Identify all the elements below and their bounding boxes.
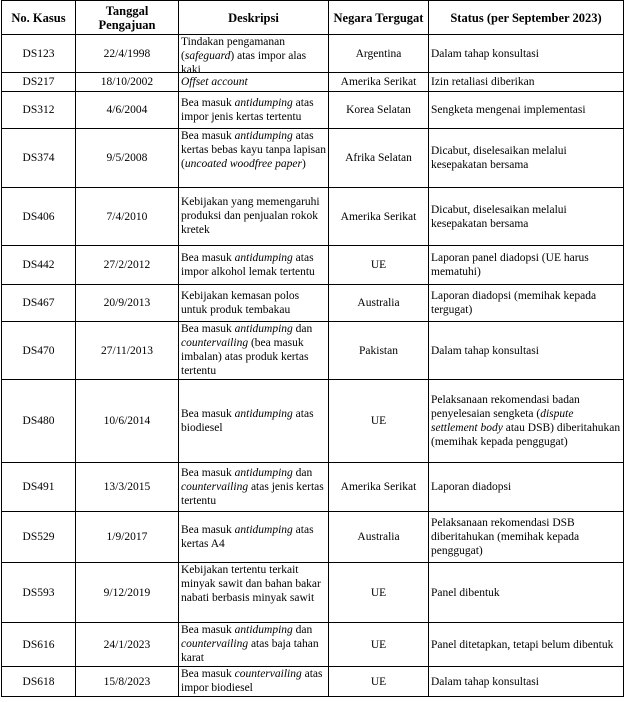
filing-date-cell: 13/3/2015 <box>76 463 179 512</box>
status-cell: Dalam tahap konsultasi <box>429 35 624 73</box>
respondent-country-cell: Korea Selatan <box>329 92 429 129</box>
status-cell: Sengketa mengenai implementasi <box>429 92 624 129</box>
table-body <box>2 35 624 697</box>
respondent-country-cell: UE <box>329 667 429 697</box>
description-text: Kebijakan tertentu terkait minyak sawit dan bahan bakar nabati berbasis minyak sawit <box>181 564 321 604</box>
respondent-country-cell: Amerika Serikat <box>329 73 429 92</box>
description-cell <box>179 512 329 563</box>
respondent-country-cell: UE <box>329 246 429 285</box>
case-number-cell: DS217 <box>2 73 76 92</box>
status-cell: Panel ditetapkan, tetapi belum dibentuk <box>429 623 624 667</box>
description-cell <box>179 92 329 129</box>
case-number-cell: DS470 <box>2 322 76 380</box>
case-number-cell: DS442 <box>2 246 76 285</box>
case-number-cell: DS123 <box>2 35 76 73</box>
description-cell <box>179 129 329 188</box>
filing-date-cell: 27/11/2013 <box>76 322 179 380</box>
case-number-cell: DS406 <box>2 188 76 246</box>
header-no-kasus: No. Kasus <box>2 1 76 35</box>
filing-date-cell: 1/9/2017 <box>76 512 179 563</box>
header-status: Status (per September 2023) <box>429 1 624 35</box>
case-number-cell: DS616 <box>2 623 76 667</box>
table-row <box>2 35 624 73</box>
filing-date-cell: 22/4/1998 <box>76 35 179 73</box>
filing-date-cell: 7/4/2010 <box>76 188 179 246</box>
filing-date-cell: 15/8/2023 <box>76 667 179 697</box>
table-row <box>2 667 624 697</box>
respondent-country-cell: Australia <box>329 285 429 322</box>
description-text: Bea masuk antidumping atas impor jenis kertas tertentu <box>181 96 314 123</box>
case-number-cell: DS529 <box>2 512 76 563</box>
wto-cases-table <box>1 0 624 697</box>
table-row <box>2 512 624 563</box>
description-cell <box>179 380 329 463</box>
description-text: Bea masuk antidumping dan countervailing atas jenis kertas tertentu <box>181 466 324 507</box>
status-cell: Izin retaliasi diberikan <box>429 73 624 92</box>
case-number-cell: DS480 <box>2 380 76 463</box>
case-number-cell: DS491 <box>2 463 76 512</box>
table-row <box>2 188 624 246</box>
table-row <box>2 563 624 623</box>
description-text: Bea masuk antidumping atas kertas bebas kayu tanpa lapisan (uncoated woodfree paper) <box>181 130 326 170</box>
respondent-country-cell: UE <box>329 563 429 623</box>
description-text: Bea masuk antidumping dan countervailing atas baja tahan karat <box>181 624 319 664</box>
filing-date-cell: 4/6/2004 <box>76 92 179 129</box>
description-text: Bea masuk countervailing atas impor biodiesel <box>181 668 323 694</box>
description-text: Kebijakan kemasan polos untuk produk tembakau <box>181 289 300 316</box>
respondent-country-cell: Afrika Selatan <box>329 129 429 188</box>
status-cell: Dicabut, diselesaikan melalui kesepakatan bersama <box>429 188 624 246</box>
case-number-cell: DS312 <box>2 92 76 129</box>
header-negara: Negara Tergugat <box>329 1 429 35</box>
filing-date-cell: 9/5/2008 <box>76 129 179 188</box>
respondent-country-cell: Pakistan <box>329 322 429 380</box>
description-text: Bea masuk antidumping atas biodiesel <box>181 407 314 434</box>
table-row <box>2 73 624 92</box>
description-text: Tindakan pengamanan (safeguard) atas impor alas kaki <box>181 36 307 76</box>
description-text: Kebijakan yang memengaruhi produksi dan penjualan rokok kretek <box>181 196 320 236</box>
filing-date-cell: 27/2/2012 <box>76 246 179 285</box>
description-cell <box>179 35 329 76</box>
description-text: Offset account <box>181 75 248 88</box>
status-cell: Laporan diadopsi (memihak kepada tergugat) <box>429 285 624 322</box>
table-row <box>2 129 624 188</box>
description-cell <box>179 188 329 246</box>
status-cell: Pelaksanaan rekomendasi badan penyelesaian sengketa (dispute settlement body atau DSB) diberitahukan (memihak kepada penggugat) <box>429 380 624 463</box>
respondent-country-cell: UE <box>329 623 429 667</box>
case-number-cell: DS618 <box>2 667 76 697</box>
table-row <box>2 246 624 285</box>
table-row <box>2 92 624 129</box>
description-cell <box>179 285 329 322</box>
case-number-cell: DS593 <box>2 563 76 623</box>
description-cell <box>179 246 329 285</box>
table-row <box>2 322 624 380</box>
description-text: Bea masuk antidumping atas kertas A4 <box>181 523 314 550</box>
description-cell <box>179 563 329 623</box>
respondent-country-cell: UE <box>329 380 429 463</box>
filing-date-cell: 18/10/2002 <box>76 73 179 92</box>
table-row <box>2 380 624 463</box>
header-tanggal: Tanggal Pengajuan <box>76 1 179 35</box>
description-cell <box>179 463 329 512</box>
filing-date-cell: 24/1/2023 <box>76 623 179 667</box>
description-cell <box>179 322 329 380</box>
status-cell: Laporan panel diadopsi (UE harus mematuhi) <box>429 246 624 285</box>
description-cell <box>179 73 329 92</box>
filing-date-cell: 20/9/2013 <box>76 285 179 322</box>
status-cell: Panel dibentuk <box>429 563 624 623</box>
respondent-country-cell: Argentina <box>329 35 429 73</box>
table-row <box>2 463 624 512</box>
description-cell <box>179 667 329 697</box>
filing-date-cell: 9/12/2019 <box>76 563 179 623</box>
status-cell: Dalam tahap konsultasi <box>429 667 624 697</box>
description-text: Bea masuk antidumping dan countervailing (bea masuk imbalan) atas produk kertas tertentu <box>181 323 313 377</box>
filing-date-cell: 10/6/2014 <box>76 380 179 463</box>
status-cell: Dalam tahap konsultasi <box>429 322 624 380</box>
status-cell: Pelaksanaan rekomendasi DSB diberitahukan (memihak kepada penggugat) <box>429 512 624 563</box>
case-number-cell: DS467 <box>2 285 76 322</box>
table-row <box>2 285 624 322</box>
respondent-country-cell: Amerika Serikat <box>329 188 429 246</box>
description-text: Bea masuk antidumping atas impor alkohol lemak tertentu <box>181 251 315 278</box>
status-cell: Laporan diadopsi <box>429 463 624 512</box>
respondent-country-cell: Australia <box>329 512 429 563</box>
respondent-country-cell: Amerika Serikat <box>329 463 429 512</box>
case-number-cell: DS374 <box>2 129 76 188</box>
header-deskripsi: Deskripsi <box>179 1 329 35</box>
description-cell <box>179 623 329 667</box>
table-row <box>2 623 624 667</box>
header-row <box>2 1 624 35</box>
status-cell: Dicabut, diselesaikan melalui kesepakatan bersama <box>429 129 624 188</box>
